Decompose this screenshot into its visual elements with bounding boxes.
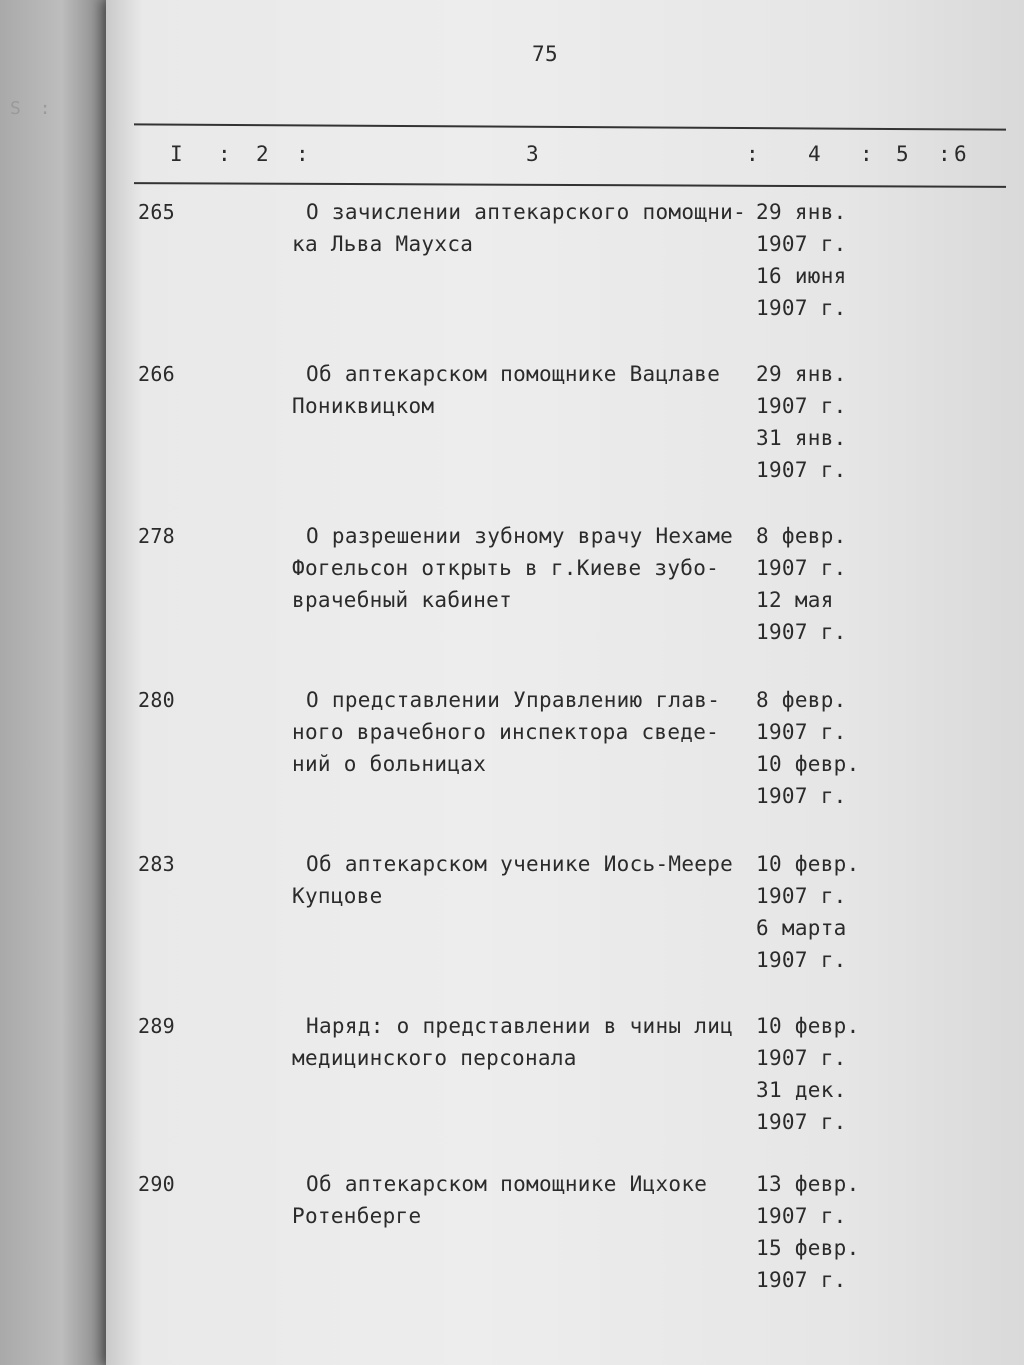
- column-header-separator: :: [938, 142, 951, 166]
- start-year: 1907 г.: [756, 1046, 847, 1070]
- end-year: 1907 г.: [756, 296, 847, 320]
- entry-title: [292, 1010, 733, 1074]
- page-number: 75: [532, 42, 558, 66]
- column-header-6: 6: [954, 142, 967, 166]
- end-year: 1907 г.: [756, 948, 847, 972]
- entry-number: 280: [138, 688, 176, 712]
- entry-title-line: Об аптекарском помощнике Вацлаве: [306, 362, 721, 386]
- bleed-through-marks: S :: [10, 98, 55, 119]
- end-date: 31 янв.: [756, 426, 847, 450]
- entry-title: [292, 848, 733, 912]
- end-date: 16 июня: [756, 264, 847, 288]
- entry-title-line: Фогельсон открыть в г.Киеве зубо-: [292, 556, 720, 580]
- entry-title-line: О разрешении зубному врачу Нехаме: [306, 524, 734, 548]
- start-date: 8 февр.: [756, 688, 847, 712]
- entry-title-line: ного врачебного инспектора сведе-: [292, 720, 720, 744]
- entry-title-line: Пониквицком: [292, 394, 435, 418]
- start-date: 13 февр.: [756, 1172, 860, 1196]
- column-header-separator: :: [218, 142, 231, 166]
- end-year: 1907 г.: [756, 620, 847, 644]
- column-header-separator: :: [296, 142, 309, 166]
- end-year: 1907 г.: [756, 458, 847, 482]
- start-date: 29 янв.: [756, 362, 847, 386]
- column-header-row: [160, 138, 980, 172]
- entry-title: [292, 196, 746, 260]
- start-year: 1907 г.: [756, 1204, 847, 1228]
- column-header-5: 5: [896, 142, 909, 166]
- column-header-separator: :: [746, 142, 759, 166]
- entry-title-line: О зачислении аптекарского помощни-: [306, 200, 747, 224]
- entry-title-line: Наряд: о представлении в чины лиц: [306, 1014, 734, 1038]
- entry-number: 289: [138, 1014, 176, 1038]
- entry-dates: [756, 684, 860, 812]
- header-bottom-rule: [134, 182, 1006, 188]
- column-header-2: 2: [256, 142, 269, 166]
- start-year: 1907 г.: [756, 556, 847, 580]
- header-top-rule: [134, 123, 1006, 130]
- entry-title-line: Ротенберге: [292, 1204, 422, 1228]
- start-year: 1907 г.: [756, 884, 847, 908]
- entry-dates: [756, 848, 860, 976]
- entry-title-line: Купцове: [292, 884, 383, 908]
- entry-dates: [756, 520, 847, 648]
- entry-number: 266: [138, 362, 176, 386]
- end-date: 10 февр.: [756, 752, 860, 776]
- entry-title-line: Об аптекарском помощнике Ицхоке: [306, 1172, 708, 1196]
- previous-page-edge: [0, 0, 112, 1365]
- end-date: 15 февр.: [756, 1236, 860, 1260]
- entry-title: [292, 358, 720, 422]
- end-year: 1907 г.: [756, 1110, 847, 1134]
- entry-title-line: ний о больницах: [292, 752, 487, 776]
- end-year: 1907 г.: [756, 1268, 847, 1292]
- entry-number: 290: [138, 1172, 176, 1196]
- start-date: 29 янв.: [756, 200, 847, 224]
- entry-dates: [756, 358, 847, 486]
- start-date: 10 февр.: [756, 852, 860, 876]
- entry-dates: [756, 1168, 860, 1296]
- entry-title-line: врачебный кабинет: [292, 588, 513, 612]
- entry-title-line: О представлении Управлению глав-: [306, 688, 721, 712]
- entry-title-line: медицинского персонала: [292, 1046, 577, 1070]
- column-header-1: I: [170, 142, 183, 166]
- start-date: 8 февр.: [756, 524, 847, 548]
- entry-dates: [756, 1010, 860, 1138]
- document-page: [106, 0, 1024, 1365]
- entry-number: 278: [138, 524, 176, 548]
- end-year: 1907 г.: [756, 784, 847, 808]
- column-header-4: 4: [808, 142, 821, 166]
- column-header-separator: :: [860, 142, 873, 166]
- start-year: 1907 г.: [756, 394, 847, 418]
- start-year: 1907 г.: [756, 720, 847, 744]
- end-date: 31 дек.: [756, 1078, 847, 1102]
- entry-number: 283: [138, 852, 176, 876]
- entry-title: [292, 520, 733, 616]
- entry-title-line: Об аптекарском ученике Иось-Меере: [306, 852, 734, 876]
- entry-title: [292, 1168, 707, 1232]
- end-date: 6 марта: [756, 916, 847, 940]
- start-date: 10 февр.: [756, 1014, 860, 1038]
- entry-number: 265: [138, 200, 176, 224]
- column-header-3: 3: [526, 142, 539, 166]
- end-date: 12 мая: [756, 588, 834, 612]
- entry-title: [292, 684, 720, 780]
- entry-title-line: ка Льва Маухса: [292, 232, 474, 256]
- entry-dates: [756, 196, 847, 324]
- start-year: 1907 г.: [756, 232, 847, 256]
